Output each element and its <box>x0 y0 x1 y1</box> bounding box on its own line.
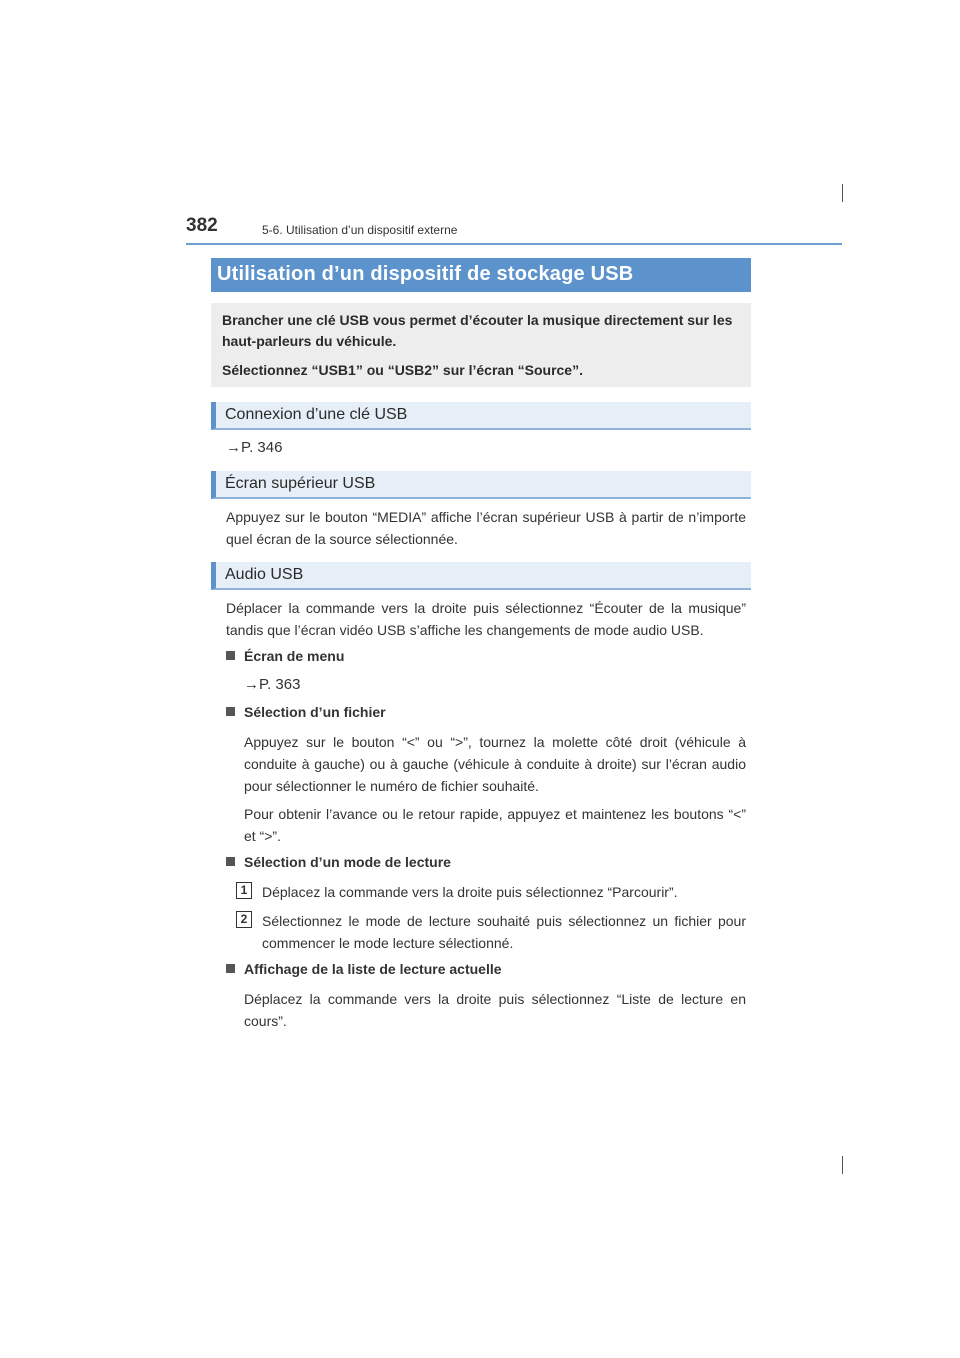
square-bullet-icon <box>226 707 235 716</box>
subheading-liste <box>226 961 502 977</box>
intro-text-2: Sélectionnez “USB1” ou “USB2” sur l’écran “Source”. <box>222 362 583 378</box>
crop-mark-top <box>842 184 843 202</box>
fichier-text-2: Pour obtenir l’avance ou le retour rapide, appuyez et maintenez les boutons “<” et “>”. <box>244 806 746 844</box>
header-divider <box>186 243 842 245</box>
subheading-mode-label: Sélection d’un mode de lecture <box>244 854 451 870</box>
section-breadcrumb: 5-6. Utilisation d’un dispositif externe <box>262 223 458 237</box>
step-number-1: 1 <box>236 882 252 899</box>
step-text-2: Sélectionnez le mode de lecture souhaité puis sélectionnez un fichier pour commencer le mode lecture sélectionné. <box>262 913 746 951</box>
subheading-menu-label: Écran de menu <box>244 648 345 664</box>
section-heading-audio: Audio USB <box>211 562 751 590</box>
subheading-fichier <box>226 704 386 720</box>
section-heading-ecran: Écran supérieur USB <box>211 471 751 499</box>
page-number: 382 <box>186 215 218 236</box>
subheading-mode <box>226 854 451 870</box>
subheading-menu <box>226 648 344 664</box>
step-text-1: Déplacez la commande vers la droite puis sélectionnez “Parcourir”. <box>262 884 678 900</box>
step-number-2: 2 <box>236 911 252 928</box>
audio-text: Déplacer la commande vers la droite puis sélectionnez “Écouter de la musique” tandis que l’écran vidéo USB s’affiche les changements de mode audio USB. <box>226 600 746 638</box>
ecran-text: Appuyez sur le bouton “MEDIA” affiche l’écran supérieur USB à partir de n’importe quel écran de la source sélectionnée. <box>226 509 746 547</box>
page-title: Utilisation d’un dispositif de stockage USB <box>211 258 751 292</box>
crop-mark-bottom <box>842 1156 843 1174</box>
liste-text: Déplacez la commande vers la droite puis sélectionnez “Liste de lecture en cours”. <box>244 991 746 1029</box>
reference-link-menu[interactable]: →P. 363 <box>244 676 301 693</box>
intro-text-1: Brancher une clé USB vous permet d’écouter la musique directement sur les haut-parleurs du véhicule. <box>222 312 733 349</box>
fichier-text-1: Appuyez sur le bouton “<” ou “>”, tournez la molette côté droit (véhicule à conduite à gauche) ou à gauche (véhicule à conduite à droite) sur l’écran audio pour sélectionner le numéro de fichier souhaité. <box>244 734 746 794</box>
subheading-fichier-label: Sélection d’un fichier <box>244 704 386 720</box>
square-bullet-icon <box>226 651 235 660</box>
square-bullet-icon <box>226 964 235 973</box>
section-heading-connexion: Connexion d’une clé USB <box>211 402 751 430</box>
intro-box <box>211 303 751 387</box>
subheading-liste-label: Affichage de la liste de lecture actuelle <box>244 961 502 977</box>
square-bullet-icon <box>226 857 235 866</box>
reference-link-connexion[interactable]: →P. 346 <box>226 439 283 456</box>
